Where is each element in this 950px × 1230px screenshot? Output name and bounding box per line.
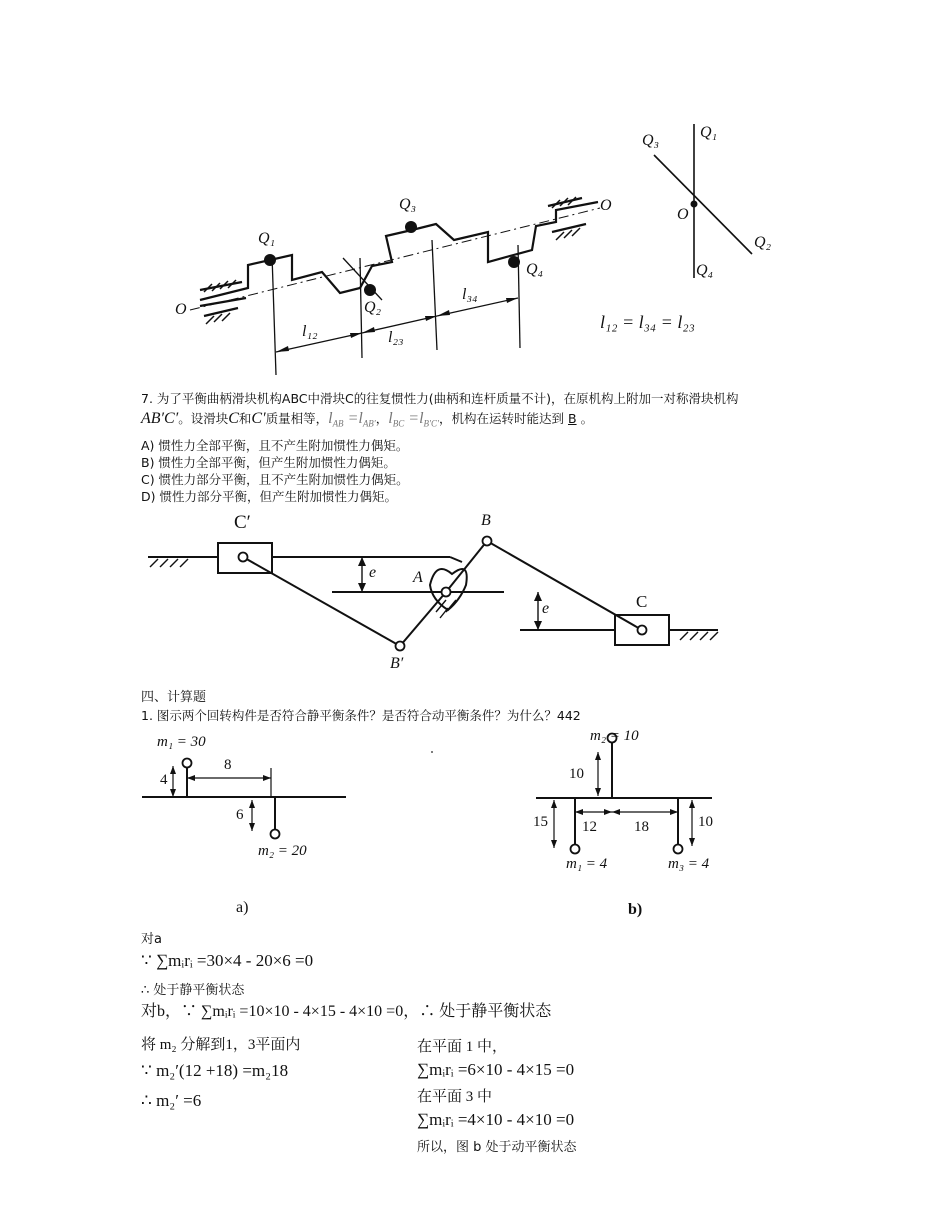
q7-answer: B <box>567 411 577 426</box>
q7-text-b: 。设滑块 <box>178 411 229 426</box>
q7-c: C <box>228 410 239 427</box>
dim-15: 15 <box>533 814 548 830</box>
solution-plane1-eq: ∑mᵢrᵢ =6×10 - 4×15 =0 <box>417 1060 575 1079</box>
label-l34: l₃₄ <box>462 286 478 303</box>
caption-b: b) <box>628 901 643 918</box>
label-q4: Q₄ <box>526 261 544 278</box>
solution-plane3: 在平面 3 中 <box>417 1089 493 1105</box>
label-q3: Q₃ <box>399 196 417 213</box>
label-m2-20: m₂ = 20 <box>258 843 307 859</box>
solution-eq-b2: ∴ m₂′ =6 <box>141 1091 202 1110</box>
vector-o: O <box>677 206 689 223</box>
option-b: B) 惯性力全部平衡，但产生附加惯性力偶矩。 <box>141 455 396 470</box>
label-o-right: O <box>600 197 612 214</box>
q7-c-prime: C′ <box>251 410 266 427</box>
vector-q4: Q₄ <box>696 262 714 279</box>
label-q1: Q₁ <box>258 230 276 247</box>
option-c: C) 惯性力部分平衡，且不产生附加惯性力偶矩。 <box>141 472 409 487</box>
q7-text-l: ，机构在运转时能达到 <box>438 411 564 426</box>
label-m2-10: m₂ = 10 <box>590 728 639 744</box>
option-d: D) 惯性力部分平衡，但产生附加惯性力偶矩。 <box>141 489 397 504</box>
label-a: A <box>413 569 423 586</box>
label-o-left: O <box>175 301 187 318</box>
solution-eq-b1: ∵ m₂′(12 +18) =m₂18 <box>141 1061 289 1080</box>
question7-line1: 7. 为了平衡曲柄滑块机构ABC中滑块C的往复惯性力(曲柄和连杆质量不计)，在原机构上附加一对称滑块机构 <box>141 391 739 406</box>
dim-6: 6 <box>236 807 244 823</box>
label-q2: Q₂ <box>364 299 382 316</box>
solution-eq-a: ∵ ∑mᵢrᵢ =30×4 - 20×6 =0 <box>141 951 314 970</box>
dim-4: 4 <box>160 772 168 788</box>
label-b-prime: B′ <box>390 655 404 672</box>
q7-l-ab: l <box>328 410 333 427</box>
label-b: B <box>481 512 491 529</box>
vector-q3: Q₃ <box>642 132 660 149</box>
solution-for-a: 对a <box>141 932 162 947</box>
label-m1-30: m₁ = 30 <box>157 734 206 750</box>
question7-line2 <box>141 411 593 432</box>
q7-l-ab-prime: =l <box>343 410 363 427</box>
label-m1-4: m₁ = 4 <box>566 856 608 872</box>
label-l12: l₁₂ <box>302 323 318 340</box>
solution-plane1: 在平面 1 中， <box>417 1039 508 1055</box>
dim-12: 12 <box>582 819 597 835</box>
q7-l-bc-prime: =l <box>404 410 424 427</box>
q7-l-bc: l <box>388 410 393 427</box>
solution-for-b: 对b，∵ ∑mᵢrᵢ =10×10 - 4×15 - 4×10 =0，∴ 处于静平衡状态 <box>141 1003 552 1020</box>
q7-text-f: 质量相等， <box>265 411 329 426</box>
q7-text-end: 。 <box>580 411 594 426</box>
label-e1: e <box>369 564 377 581</box>
label-c-prime: C′ <box>234 512 251 533</box>
section4-heading: 四、计算题 <box>141 690 207 705</box>
label-m3-4: m₃ = 4 <box>668 856 710 872</box>
q7-l-ab-sub: AB <box>332 418 344 429</box>
dim-18: 18 <box>634 819 649 835</box>
option-a: A) 惯性力全部平衡，且不产生附加惯性力偶矩。 <box>141 438 409 453</box>
solution-static-a: ∴ 处于静平衡状态 <box>141 983 245 998</box>
solution-plane3-eq: ∑mᵢrᵢ =4×10 - 4×10 =0 <box>417 1110 575 1129</box>
dim-10-top: 10 <box>569 766 584 782</box>
q7-text-d: 和 <box>238 411 252 426</box>
caption-a: a) <box>236 899 249 916</box>
section4-q1: 1. 图示两个回转构件是否符合静平衡条件？是否符合动平衡条件？为什么？442 <box>141 708 581 723</box>
solution-conclusion: 所以，图 b 处于动平衡状态 <box>417 1140 577 1155</box>
q7-l-bc-sub: BC <box>392 418 405 429</box>
label-c: C <box>636 592 648 611</box>
dim-10-right: 10 <box>698 814 713 830</box>
dim-8: 8 <box>224 757 232 773</box>
vector-q2: Q₂ <box>754 234 772 251</box>
q7-text-i: ， <box>375 411 389 426</box>
label-l23: l₂₃ <box>388 329 404 346</box>
length-equation: l₁₂ = l₃₄ = l₂₃ <box>600 312 695 332</box>
q7-l-bc-prime-sub: B′C′ <box>423 418 439 429</box>
label-e2: e <box>542 600 550 617</box>
q7-l-ab-prime-sub: AB′ <box>362 418 376 429</box>
vector-q1: Q₁ <box>700 124 718 141</box>
solution-decomp: 将 m₂ 分解到1，3平面内 <box>141 1037 301 1053</box>
mech-abc-prime: AB′C′ <box>141 410 179 427</box>
